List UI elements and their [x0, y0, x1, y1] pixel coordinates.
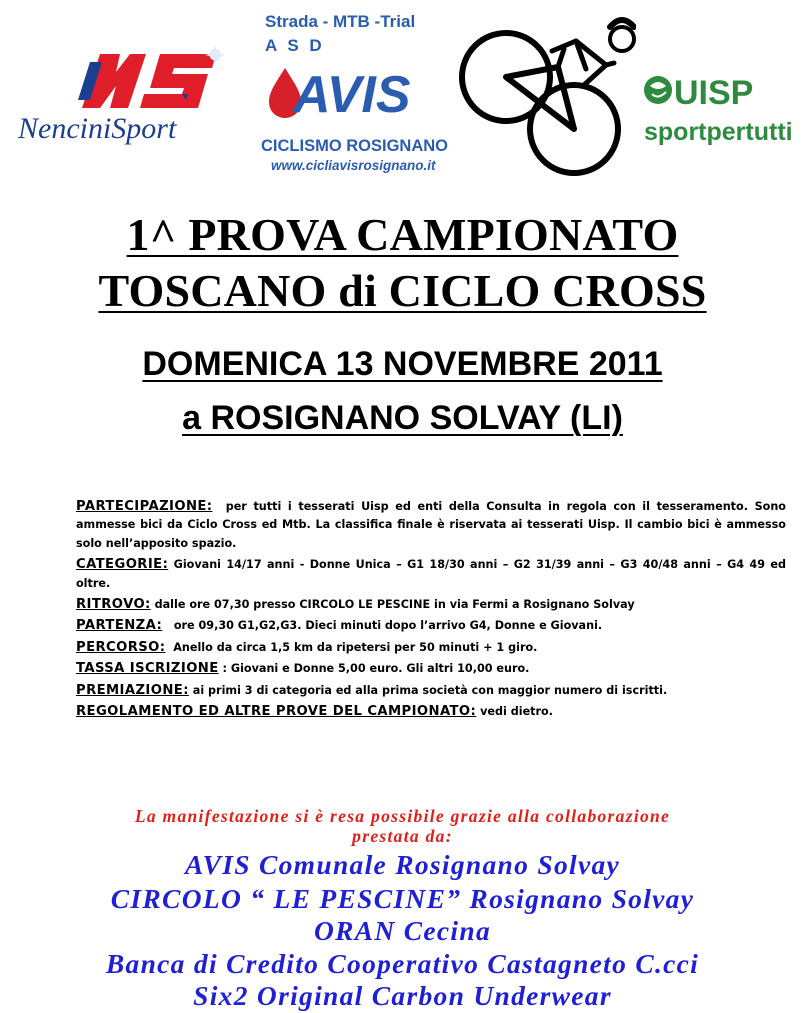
cyclist-icon [456, 5, 636, 183]
info-categorie [76, 556, 786, 593]
cyclist-drawing [456, 5, 636, 183]
title-line-1-text: 1^ PROVA CAMPIONATO [126, 209, 679, 260]
info-text: : Giovani e Donne 5,00 euro. Gli altri 10,00 euro. [218, 662, 530, 676]
event-date [0, 344, 805, 384]
uisp-mark [640, 68, 800, 148]
title-line-1 [0, 208, 805, 262]
info-label: REGOLAMENTO ED ALTRE PROVE DEL CAMPIONATO: [76, 704, 477, 720]
event-location-text: a ROSIGNANO SOLVAY (LI) [182, 399, 623, 437]
info-premiazione [76, 682, 786, 700]
info-tassa-iscrizione [76, 660, 786, 678]
nencini-sport-mark [12, 42, 247, 152]
info-text: Giovani 14/17 anni - Donne Unica – G1 18/30 anni – G2 31/39 anni – G3 40/48 anni – G4 49 ed oltre. [76, 558, 786, 590]
avis-club-name: CICLISMO ROSIGNANO [261, 137, 449, 155]
info-text: per tutti i tesserati Uisp ed enti della Consulta in regola con il tesseramento. Sono ammesse bici da Ciclo Cross ed Mtb. La classifica finale è riservata ai tesserati Uisp. Il cambio bici è ammesso solo nell’apposito spazio. [76, 500, 790, 550]
sponsor-six2: Six2 Original Carbon Underwear [193, 980, 612, 1011]
event-info-block [76, 498, 790, 724]
info-label: PERCORSO: [76, 639, 166, 655]
info-label: TASSA ISCRIZIONE [76, 661, 219, 677]
info-label: PARTECIPAZIONE: [76, 499, 213, 514]
info-label: RITROVO: [76, 597, 151, 613]
nencini-wordmark: NenciniSport [18, 112, 177, 145]
info-text: dalle ore 07,30 presso CIRCOLO LE PESCINE in via Fermi a Rosignano Solvay [150, 598, 635, 612]
event-date-text: DOMENICA 13 NOVEMBRE 2011 [142, 345, 663, 383]
title-line-2-text: TOSCANO di CICLO CROSS [98, 265, 707, 316]
avis-brand-mark [259, 62, 439, 122]
sponsor-circolo-le-pescine: CIRCOLO “ LE PESCINE” Rosignano Solvay [110, 883, 695, 914]
info-percorso [76, 639, 786, 657]
info-text: ore 09,30 G1,G2,G3. Dieci minuti dopo l’arrivo G4, Donne e Giovani. [162, 619, 603, 633]
uisp-tagline: sportpertutti [644, 118, 793, 146]
info-text: vedi dietro. [476, 705, 553, 719]
info-label: PARTENZA: [76, 618, 163, 634]
info-partecipazione [76, 498, 790, 553]
avis-website: www.cicliavisrosignano.it [271, 158, 436, 173]
avis-wordmark: AVIS [293, 66, 411, 122]
sponsor-avis: AVIS Comunale Rosignano Solvay [184, 849, 621, 880]
info-label: CATEGORIE: [76, 557, 169, 573]
uisp-logo [640, 68, 800, 148]
avis-subtitle-disciplines: Strada - MTB -Trial [265, 12, 416, 31]
info-partenza [76, 617, 786, 635]
avis-subtitle-asd: A S D [265, 36, 325, 55]
sponsor-banca-credito: Banca di Credito Cooperativo Castagneto C.cci [105, 948, 700, 979]
nencini-sport-logo [12, 42, 247, 152]
thanks-line-2: prestata da: [352, 826, 453, 846]
thanks-line-1: La manifestazione si è resa possibile grazie alla collaborazione [134, 806, 671, 826]
uisp-wordmark: UISP [674, 74, 754, 112]
info-ritrovo [76, 596, 786, 614]
title-line-2 [0, 264, 805, 318]
info-regolamento [76, 703, 786, 721]
info-text: Anello da circa 1,5 km da ripetersi per 50 minuti + 1 giro. [165, 640, 538, 654]
sponsor-oran: ORAN Cecina [313, 915, 492, 946]
info-text: ai primi 3 di categoria ed alla prima società con maggior numero di iscritti. [188, 683, 668, 697]
info-label: PREMIAZIONE: [76, 682, 189, 698]
event-location [0, 398, 805, 438]
